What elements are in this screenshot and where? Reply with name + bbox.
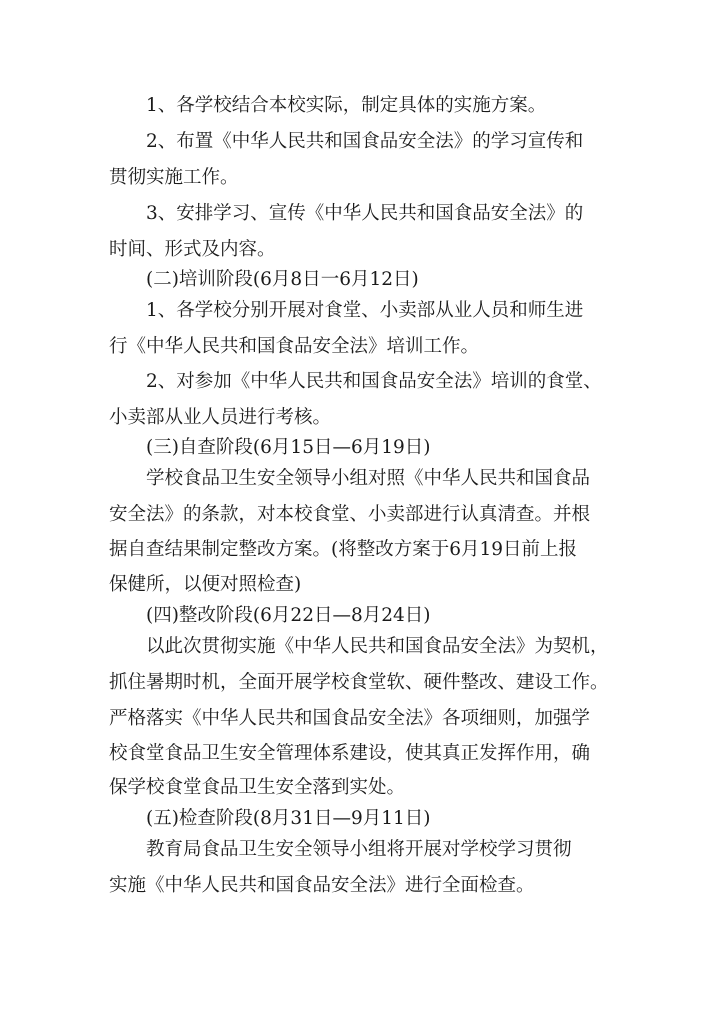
paragraph-line: 小卖部从业人员进行考核。: [109, 407, 332, 428]
section-heading: (五)检查阶段(8月31日—9月11日): [146, 808, 431, 829]
paragraph-line: 贯彻实施工作。: [109, 167, 239, 188]
paragraph-line: 抓住暑期时机，全面开展学校食堂软、硬件整改、建设工作。: [109, 672, 609, 693]
paragraph-line: 1、各学校结合本校实际，制定具体的实施方案。: [146, 95, 547, 116]
paragraph-line: 1、各学校分别开展对食堂、小卖部从业人员和师生进: [146, 300, 584, 321]
section-heading: (三)自查阶段(6月15日—6月19日): [146, 437, 431, 458]
paragraph-line: 2、对参加《中华人民共和国食品安全法》培训的食堂、: [146, 371, 602, 392]
paragraph-line: 行《中华人民共和国食品安全法》培训工作。: [109, 336, 480, 357]
paragraph-line: 严格落实《中华人民共和国食品安全法》各项细则，加强学: [109, 708, 591, 729]
section-heading: (二)培训阶段(6月8日一6月12日): [146, 269, 419, 290]
paragraph-line: 2、布置《中华人民共和国食品安全法》的学习宣传和: [146, 131, 584, 152]
paragraph-line: 以此次贯彻实施《中华人民共和国食品安全法》为契机，: [146, 636, 609, 657]
paragraph-line: 实施《中华人民共和国食品安全法》进行全面检查。: [109, 875, 535, 896]
paragraph-line: 安全法》的条款，对本校食堂、小卖部进行认真清查。并根: [109, 504, 591, 525]
paragraph-line: 时间、形式及内容。: [109, 239, 276, 260]
paragraph-line: 3、安排学习、宣传《中华人民共和国食品安全法》的: [146, 203, 584, 224]
paragraph-line: 保学校食堂食品卫生安全落到实处。: [109, 777, 406, 798]
paragraph-line: 学校食品卫生安全领导小组对照《中华人民共和国食品: [146, 468, 591, 489]
paragraph-line: 校食堂食品卫生安全管理体系建设，使其真正发挥作用，确: [109, 743, 591, 764]
paragraph-line: 教育局食品卫生安全领导小组将开展对学校学习贯彻: [146, 839, 572, 860]
paragraph-line: 据自查结果制定整改方案。(将整改方案于6月19日前上报: [109, 539, 578, 560]
paragraph-line: 保健所，以便对照检查): [109, 574, 302, 595]
section-heading: (四)整改阶段(6月22日—8月24日): [146, 605, 431, 626]
